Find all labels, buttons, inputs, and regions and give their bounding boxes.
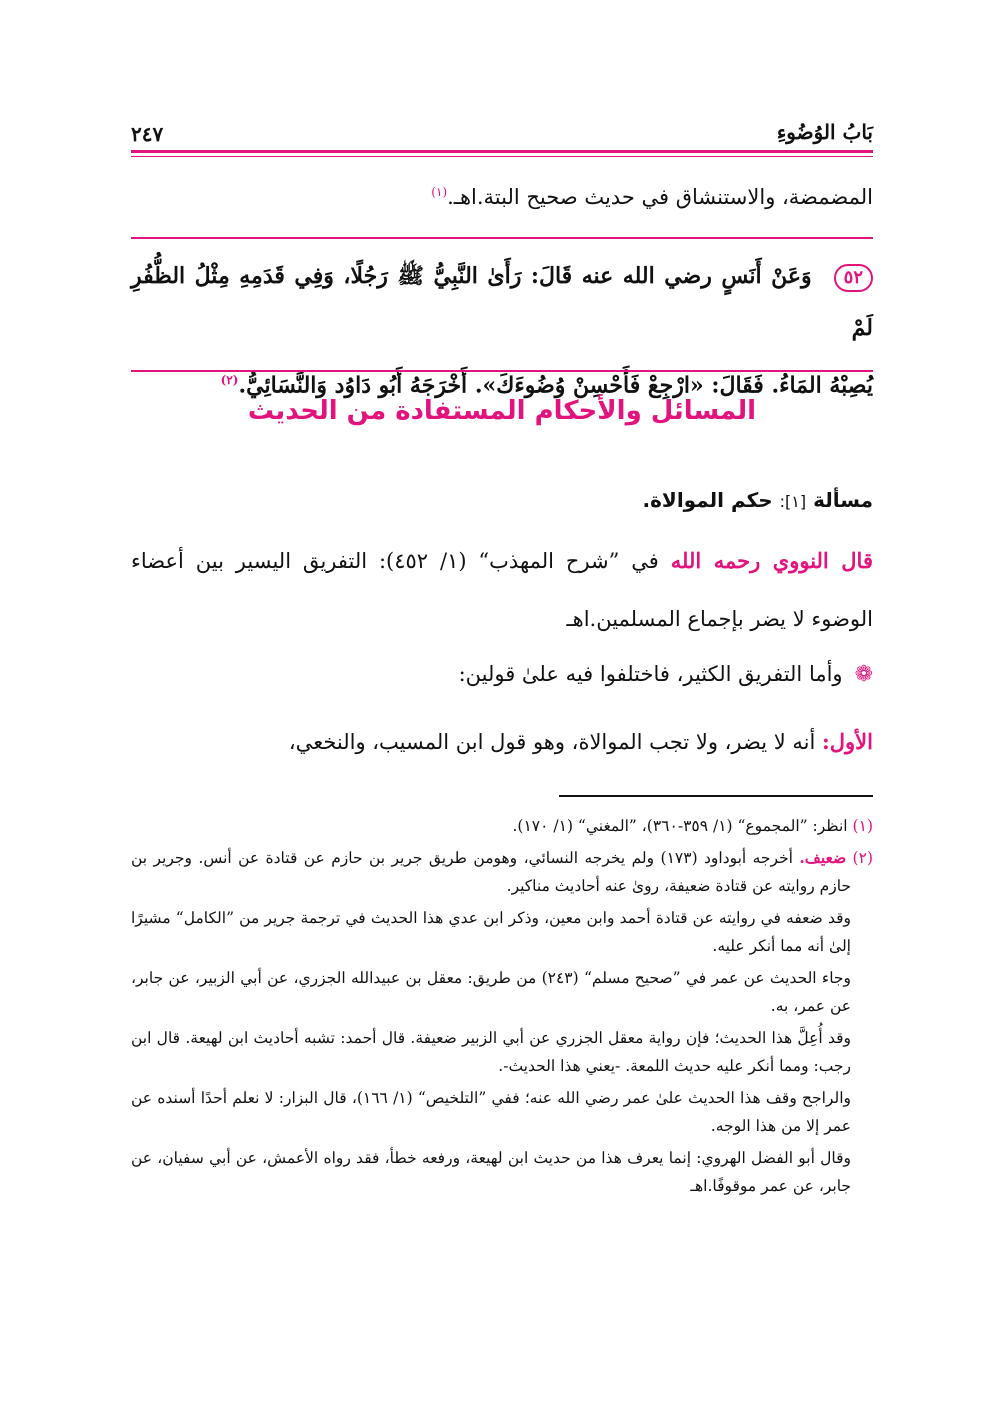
footnote-1-text: انظر: ”المجموع“ (١/ ٣٥٩-٣٦٠)، ”المغني“ (١/ ١٧٠).	[512, 817, 848, 835]
issue-number: [١]:	[779, 492, 807, 511]
hadith-top-rule	[131, 237, 873, 239]
intro-line	[131, 170, 873, 219]
hadith-line-1	[131, 250, 873, 354]
issue-title: حكم الموالاة.	[642, 488, 773, 512]
footnote-2-lead: ضعيف.	[799, 848, 847, 867]
footnote-1-number: (١)	[852, 817, 873, 835]
hadith-block	[131, 250, 873, 411]
hadith-bottom-rule	[131, 370, 873, 372]
issue-heading	[643, 488, 873, 512]
flower-icon: ❁	[854, 662, 873, 687]
footnote-2-text: أخرجه أبوداود (١٧٣) ولم يخرجه النسائي، وهومن طريق جرير بن حازم عن قتادة عن أنس. وجرير بن حازم روايته عن قتادة ضعيفة، روىٰ عنه أحاديث مناكير.	[131, 849, 851, 895]
tafriq-text: وأما التفريق الكثير، فاختلفوا فيه علىٰ قولين:	[458, 662, 843, 686]
hadith-text-1: وَعَنْ أَنَسٍ رضي الله عنه قَالَ: رَأَىٰ النَّبِيُّ ﷺ رَجُلًا، وَفِي قَدَمِهِ مِثْلُ الظُّفُرِ لَمْ	[131, 263, 873, 341]
footnote-2-para-3: وقد أُعِلَّ هذا الحديث؛ فإن رواية معقل الجزري عن أبي الزبير ضعيفة. قال أحمد: تشبه أحاديث ابن لهيعة. قال ابن رجب: ومما أنكر عليه حديث اللمعة. -يعني هذا الحديث-.	[131, 1029, 851, 1075]
footnote-1	[131, 812, 873, 840]
footnote-separator	[559, 795, 873, 797]
first-opinion-lead: الأول:	[822, 729, 873, 754]
header-rule-thin	[131, 156, 873, 157]
page-header	[131, 120, 873, 150]
nawawi-lead: قال النووي رحمه الله	[670, 548, 873, 573]
hadith-text-2: يُصِبْهُ المَاءُ. فَقَالَ: «ارْجِعْ فَأَحْسِنْ وُضُوءَكَ». أَخْرَجَهُ أَبُو دَاوُد وَالنَّسَائِيُّ.	[238, 372, 873, 399]
paragraph-nawawi	[131, 532, 873, 648]
footnote-2-para-2: وجاء الحديث عن عمر في ”صحيح مسلم“ (٢٤٣) من طريق: معقل بن عبيدالله الجزري، عن أبي الزبير، عن جابر، عن عمر، به.	[131, 969, 851, 1015]
paragraph-tafriq	[131, 652, 873, 697]
footnote-2-para-1: وقد ضعفه في روايته عن قتادة أحمد وابن معين، وذكر ابن عدي هذا الحديث في ترجمة جرير من ”الكامل“ مشيرًا إلىٰ أنه مما أنكر عليه.	[131, 909, 851, 955]
footnote-ref-1: (١)	[431, 185, 448, 199]
paragraph-first-opinion	[131, 720, 873, 764]
header-rule	[131, 150, 873, 153]
chapter-title: بَابُ الوُضُوءِ	[776, 120, 873, 144]
footnotes	[131, 812, 873, 1204]
issue-label: مسألة	[813, 488, 873, 512]
footnote-2-para-5: وقال أبو الفضل الهروي: إنما يعرف هذا من حديث ابن لهيعة، ورفعه خطأ، فقد رواه الأعمش، عن أبي سفيان، عن جابر، عن عمر موقوفًا.اهـ	[131, 1149, 851, 1195]
footnote-2	[131, 844, 873, 900]
hadith-number-badge: ٥٢	[834, 264, 873, 292]
first-opinion-text: أنه لا يضر، ولا تجب الموالاة، وهو قول ابن المسيب، والنخعي،	[288, 730, 816, 754]
footnote-2-para-4: والراجح وقف هذا الحديث علىٰ عمر رضي الله عنه؛ ففي ”التلخيص“ (١/ ١٦٦)، قال البزار: لا نعلم أحدًا أسنده عن عمر إلا من هذا الوجه.	[131, 1089, 851, 1135]
section-title: المسائل والأحكام المستفادة من الحديث	[247, 396, 757, 426]
intro-text: المضمضة، والاستنشاق في حديث صحيح البتة.اهـ.	[447, 185, 873, 209]
footnote-2-number: (٢)	[852, 849, 873, 867]
footnote-ref-2: (٢)	[220, 373, 239, 387]
nawawi-text: في ”شرح المهذب“ (١/ ٤٥٢): التفريق اليسير بين أعضاء الوضوء لا يضر بإجماع المسلمين.اهـ	[131, 549, 873, 631]
page-number: ٢٤٧	[131, 122, 164, 146]
